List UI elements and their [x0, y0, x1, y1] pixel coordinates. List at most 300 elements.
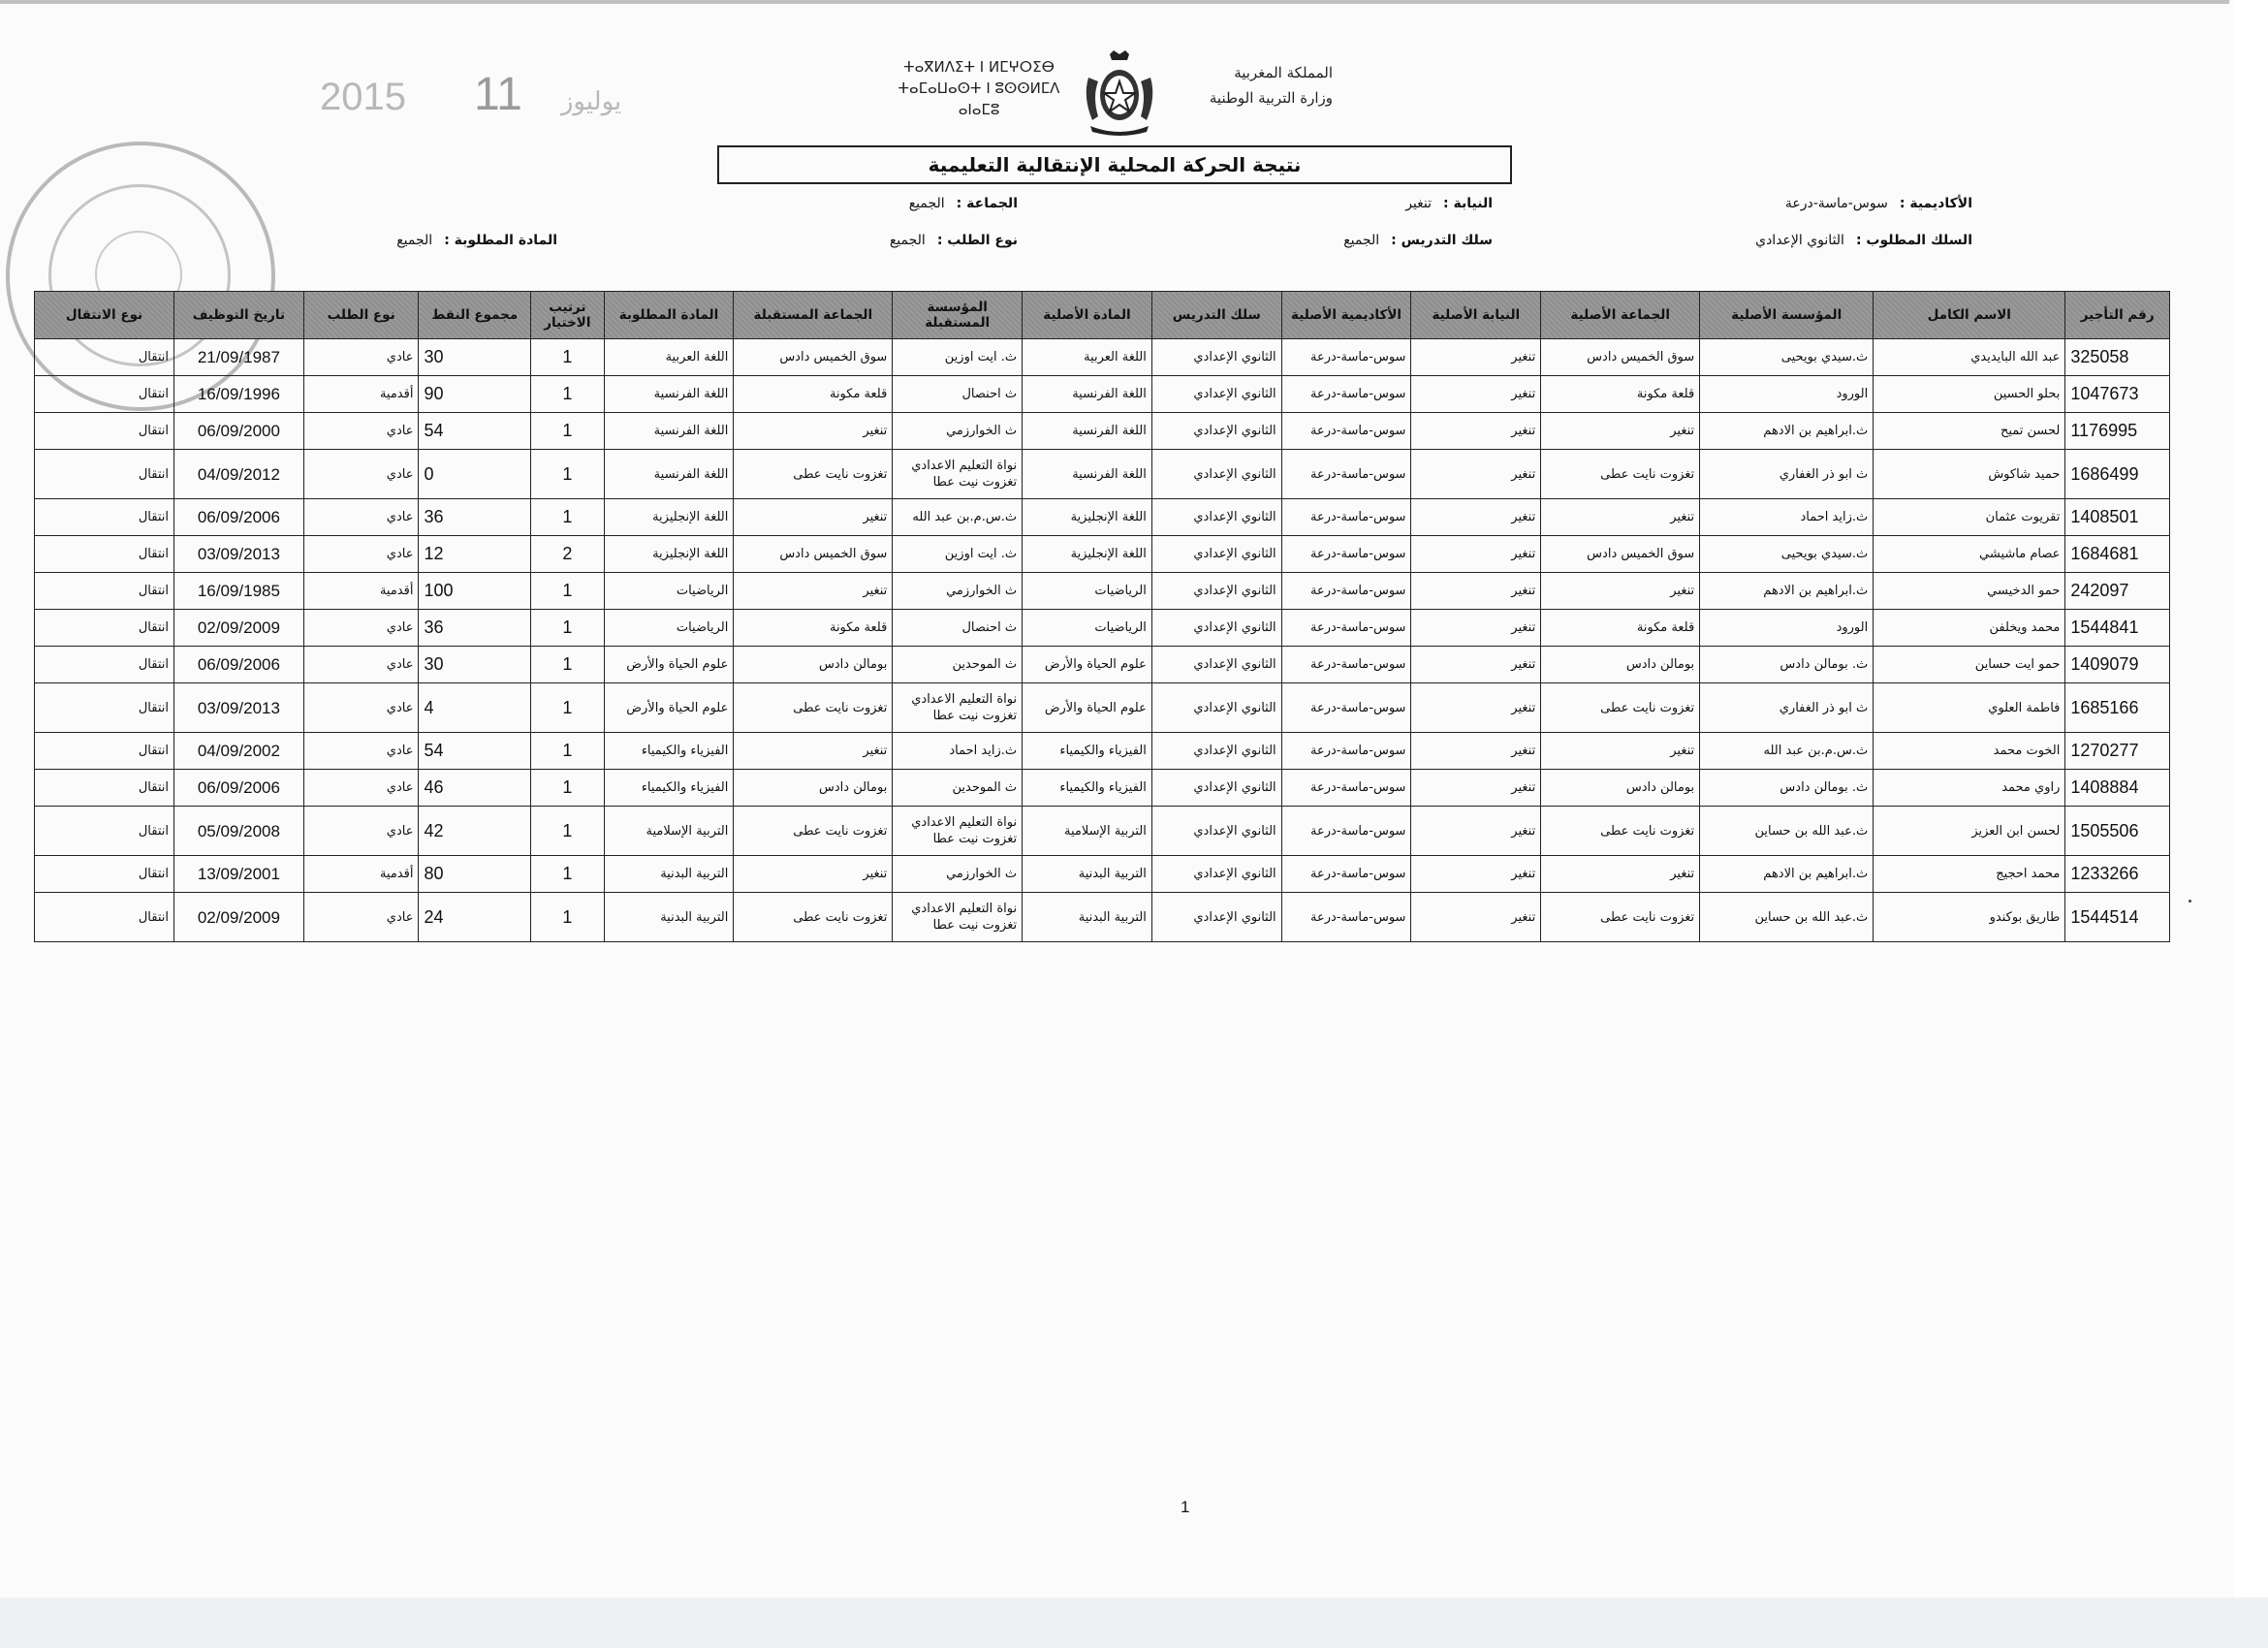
cell-salary-number: 242097: [2065, 573, 2170, 610]
cell-request-type: عادي: [303, 450, 419, 499]
cell-origin-academy: سوس-ماسة-درعة: [1281, 683, 1411, 733]
header-hire-date: تاريخ التوظيف: [174, 292, 304, 339]
cell-origin-school: ث.عبد الله بن حساين: [1700, 807, 1874, 856]
cell-receiving-school: ث الموحدين: [893, 647, 1023, 683]
cell-teaching-cycle: الثانوي الإعدادي: [1151, 856, 1281, 893]
cell-hire-date: 21/09/1987: [174, 339, 304, 376]
cell-origin-academy: سوس-ماسة-درعة: [1281, 856, 1411, 893]
cell-salary-number: 1544841: [2065, 610, 2170, 647]
header-total-points: مجموع النقط: [419, 292, 531, 339]
filter-subject-label: المادة المطلوبة :: [444, 233, 557, 248]
cell-origin-subject: الفيزياء والكيمياء: [1023, 733, 1152, 770]
cell-origin-commune: تغزوت نايت عطى: [1541, 450, 1700, 499]
tifinagh-line-2: ⵜⴰⵎⴰⵡⴰⵙⵜ ⵏ ⵓⵙⵙⵍⵎⴷ: [898, 79, 1060, 97]
cell-origin-province: تنغير: [1411, 647, 1541, 683]
cell-salary-number: 1176995: [2065, 413, 2170, 450]
cell-origin-subject: اللغة العربية: [1023, 339, 1152, 376]
cell-full-name: تقريوت عثمان: [1874, 499, 2065, 536]
cell-request-type: عادي: [303, 413, 419, 450]
cell-origin-province: تنغير: [1411, 450, 1541, 499]
cell-transfer-type: انتقال: [35, 856, 174, 893]
cell-request-type: عادي: [303, 536, 419, 573]
cell-choice-rank: 1: [531, 893, 604, 942]
cell-total-points: 80: [419, 856, 531, 893]
document-title: [717, 145, 1512, 184]
cell-origin-academy: سوس-ماسة-درعة: [1281, 413, 1411, 450]
header-transfer-type: نوع الانتقال: [35, 292, 174, 339]
cell-hire-date: 16/09/1996: [174, 376, 304, 413]
cell-origin-subject: علوم الحياة والأرض: [1023, 647, 1152, 683]
cell-receiving-commune: بومالن دادس: [734, 770, 893, 807]
results-table: [34, 291, 2170, 942]
cell-choice-rank: 1: [531, 573, 604, 610]
cell-receiving-commune: تغزوت نايت عطى: [734, 893, 893, 942]
cell-salary-number: 325058: [2065, 339, 2170, 376]
cell-full-name: لحسن تميح: [1874, 413, 2065, 450]
cell-transfer-type: انتقال: [35, 450, 174, 499]
header-salary-number: رقم التأجير: [2065, 292, 2170, 339]
cell-teaching-cycle: الثانوي الإعدادي: [1151, 610, 1281, 647]
cell-full-name: بحلو الحسين: [1874, 376, 2065, 413]
cell-total-points: 54: [419, 733, 531, 770]
cell-receiving-school: ث.س.م.بن عبد الله: [893, 499, 1023, 536]
header-receiving-school: المؤسسة المستقبلة: [893, 292, 1023, 339]
filter-subject: [396, 233, 557, 248]
cell-total-points: 36: [419, 499, 531, 536]
cell-origin-school: ث.عبد الله بن حساين: [1700, 893, 1874, 942]
cell-origin-academy: سوس-ماسة-درعة: [1281, 536, 1411, 573]
cell-total-points: 30: [419, 647, 531, 683]
filter-teaching-cycle: [1343, 233, 1493, 248]
cell-origin-commune: قلعة مكونة: [1541, 610, 1700, 647]
cell-origin-commune: تغزوت نايت عطى: [1541, 807, 1700, 856]
filter-commune: [909, 196, 1018, 211]
cell-origin-province: تنغير: [1411, 770, 1541, 807]
cell-transfer-type: انتقال: [35, 536, 174, 573]
cell-teaching-cycle: الثانوي الإعدادي: [1151, 573, 1281, 610]
cell-requested-subject: علوم الحياة والأرض: [604, 683, 734, 733]
cell-teaching-cycle: الثانوي الإعدادي: [1151, 733, 1281, 770]
cell-choice-rank: 1: [531, 450, 604, 499]
cell-total-points: 12: [419, 536, 531, 573]
cell-requested-subject: اللغة الإنجليزية: [604, 536, 734, 573]
cell-teaching-cycle: الثانوي الإعدادي: [1151, 893, 1281, 942]
header-choice-rank: ترتيب الاختيار: [531, 292, 604, 339]
cell-origin-province: تنغير: [1411, 536, 1541, 573]
cell-teaching-cycle: الثانوي الإعدادي: [1151, 770, 1281, 807]
cell-transfer-type: انتقال: [35, 807, 174, 856]
cell-full-name: فاطمة العلوي: [1874, 683, 2065, 733]
cell-request-type: عادي: [303, 647, 419, 683]
cell-full-name: حمو ايت حساين: [1874, 647, 2065, 683]
cell-receiving-school: ث احنصال: [893, 376, 1023, 413]
cell-choice-rank: 2: [531, 536, 604, 573]
cell-receiving-commune: تغزوت نايت عطى: [734, 807, 893, 856]
cell-transfer-type: انتقال: [35, 499, 174, 536]
filter-province-value: تنغير: [1405, 196, 1433, 211]
cell-origin-academy: سوس-ماسة-درعة: [1281, 647, 1411, 683]
cell-receiving-school: ث الخوارزمي: [893, 413, 1023, 450]
filter-request-type-label: نوع الطلب :: [936, 233, 1018, 248]
document-title-text: نتيجة الحركة المحلية الإنتقالية التعليمية: [928, 153, 1302, 176]
cell-origin-school: ث.ابراهيم بن الادهم: [1700, 413, 1874, 450]
header-origin-school: المؤسسة الأصلية: [1700, 292, 1874, 339]
cell-origin-school: الورود: [1700, 610, 1874, 647]
cell-total-points: 46: [419, 770, 531, 807]
table-row: [35, 413, 2170, 450]
cell-total-points: 54: [419, 413, 531, 450]
cell-origin-commune: بومالن دادس: [1541, 647, 1700, 683]
cell-total-points: 0: [419, 450, 531, 499]
cell-requested-subject: اللغة الفرنسية: [604, 413, 734, 450]
cell-receiving-school: ث.زايد احماد: [893, 733, 1023, 770]
cell-total-points: 90: [419, 376, 531, 413]
cell-origin-school: ث. بومالن دادس: [1700, 770, 1874, 807]
cell-origin-province: تنغير: [1411, 733, 1541, 770]
filter-province-label: النيابة :: [1443, 196, 1493, 211]
cell-origin-commune: تنغير: [1541, 573, 1700, 610]
scan-edge-line: [0, 0, 2229, 4]
filter-teaching-cycle-label: سلك التدريس :: [1391, 233, 1493, 248]
cell-full-name: عبد الله البايديدي: [1874, 339, 2065, 376]
table-row: [35, 733, 2170, 770]
cell-origin-school: ث.زايد احماد: [1700, 499, 1874, 536]
tifinagh-line-3: ⴰⵏⴰⵎⵓ: [958, 101, 1000, 118]
cell-hire-date: 06/09/2006: [174, 647, 304, 683]
moroccan-coat-of-arms-icon: [1081, 48, 1158, 136]
cell-origin-province: تنغير: [1411, 856, 1541, 893]
cell-origin-academy: سوس-ماسة-درعة: [1281, 339, 1411, 376]
cell-salary-number: 1686499: [2065, 450, 2170, 499]
page-number: 1: [1181, 1498, 1190, 1516]
header-requested-subject: المادة المطلوبة: [604, 292, 734, 339]
cell-requested-subject: الفيزياء والكيمياء: [604, 733, 734, 770]
cell-choice-rank: 1: [531, 807, 604, 856]
cell-full-name: الخوت محمد: [1874, 733, 2065, 770]
cell-origin-school: ث ابو ذر الغفاري: [1700, 450, 1874, 499]
cell-request-type: عادي: [303, 807, 419, 856]
cell-hire-date: 06/09/2006: [174, 770, 304, 807]
cell-receiving-school: ث احنصال: [893, 610, 1023, 647]
filter-commune-value: الجميع: [908, 196, 945, 211]
header-request-type: نوع الطلب: [303, 292, 419, 339]
cell-origin-subject: الرياضيات: [1023, 610, 1152, 647]
cell-choice-rank: 1: [531, 376, 604, 413]
cell-requested-subject: الرياضيات: [604, 610, 734, 647]
filter-province: [1405, 196, 1493, 211]
cell-request-type: عادي: [303, 499, 419, 536]
cell-salary-number: 1047673: [2065, 376, 2170, 413]
cell-teaching-cycle: الثانوي الإعدادي: [1151, 499, 1281, 536]
cell-origin-commune: قلعة مكونة: [1541, 376, 1700, 413]
cell-transfer-type: انتقال: [35, 733, 174, 770]
date-stamp-year: 2015: [320, 76, 406, 118]
scan-speck: [2189, 900, 2191, 903]
cell-origin-academy: سوس-ماسة-درعة: [1281, 610, 1411, 647]
cell-receiving-school: نواة التعليم الاعدادي تغزوت نيت عطا: [893, 683, 1023, 733]
cell-hire-date: 05/09/2008: [174, 807, 304, 856]
cell-request-type: عادي: [303, 339, 419, 376]
cell-origin-commune: سوق الخميس دادس: [1541, 536, 1700, 573]
cell-total-points: 30: [419, 339, 531, 376]
cell-origin-subject: اللغة الإنجليزية: [1023, 499, 1152, 536]
kingdom-name: المملكة المغربية: [1234, 64, 1333, 81]
cell-teaching-cycle: الثانوي الإعدادي: [1151, 647, 1281, 683]
cell-origin-subject: اللغة الفرنسية: [1023, 450, 1152, 499]
cell-request-type: أقدمية: [303, 856, 419, 893]
header-full-name: الاسم الكامل: [1874, 292, 2065, 339]
cell-receiving-commune: تغزوت نايت عطى: [734, 450, 893, 499]
filter-academy-value: سوس-ماسة-درعة: [1784, 196, 1888, 211]
cell-origin-commune: تغزوت نايت عطى: [1541, 683, 1700, 733]
ministry-name: وزارة التربية الوطنية: [1209, 89, 1333, 107]
cell-receiving-commune: تنغير: [734, 573, 893, 610]
cell-origin-academy: سوس-ماسة-درعة: [1281, 893, 1411, 942]
cell-total-points: 100: [419, 573, 531, 610]
cell-receiving-school: ث الموحدين: [893, 770, 1023, 807]
filter-commune-label: الجماعة :: [956, 196, 1018, 211]
cell-salary-number: 1408501: [2065, 499, 2170, 536]
header-teaching-cycle: سلك التدريس: [1151, 292, 1281, 339]
cell-total-points: 24: [419, 893, 531, 942]
cell-origin-academy: سوس-ماسة-درعة: [1281, 770, 1411, 807]
date-stamp-month: يوليوز: [560, 86, 622, 115]
cell-transfer-type: انتقال: [35, 647, 174, 683]
cell-origin-academy: سوس-ماسة-درعة: [1281, 807, 1411, 856]
header-origin-commune: الجماعة الأصلية: [1541, 292, 1700, 339]
filter-academy-label: الأكاديمية :: [1899, 196, 1972, 211]
cell-origin-school: ث.ابراهيم بن الادهم: [1700, 856, 1874, 893]
cell-teaching-cycle: الثانوي الإعدادي: [1151, 536, 1281, 573]
cell-teaching-cycle: الثانوي الإعدادي: [1151, 807, 1281, 856]
cell-full-name: عصام ماشيشي: [1874, 536, 2065, 573]
cell-receiving-school: نواة التعليم الاعدادي تغزوت نيت عطا: [893, 807, 1023, 856]
filter-request-type: [890, 233, 1018, 248]
cell-choice-rank: 1: [531, 733, 604, 770]
cell-hire-date: 16/09/1985: [174, 573, 304, 610]
header-origin-subject: المادة الأصلية: [1023, 292, 1152, 339]
table-row: [35, 536, 2170, 573]
cell-origin-province: تنغير: [1411, 573, 1541, 610]
cell-receiving-commune: تنغير: [734, 499, 893, 536]
cell-requested-subject: الفيزياء والكيمياء: [604, 770, 734, 807]
cell-origin-subject: اللغة الإنجليزية: [1023, 536, 1152, 573]
cell-receiving-commune: تغزوت نايت عطى: [734, 683, 893, 733]
cell-receiving-commune: بومالن دادس: [734, 647, 893, 683]
cell-requested-subject: اللغة الإنجليزية: [604, 499, 734, 536]
cell-transfer-type: انتقال: [35, 413, 174, 450]
table-row: [35, 339, 2170, 376]
cell-origin-academy: سوس-ماسة-درعة: [1281, 450, 1411, 499]
cell-choice-rank: 1: [531, 499, 604, 536]
cell-origin-school: ث. بومالن دادس: [1700, 647, 1874, 683]
cell-full-name: حميد شاكوش: [1874, 450, 2065, 499]
table-row: [35, 376, 2170, 413]
cell-origin-academy: سوس-ماسة-درعة: [1281, 499, 1411, 536]
cell-full-name: طاريق بوكندو: [1874, 893, 2065, 942]
cell-origin-commune: تغزوت نايت عطى: [1541, 893, 1700, 942]
cell-hire-date: 04/09/2002: [174, 733, 304, 770]
scan-margin: [0, 1598, 2268, 1648]
cell-origin-province: تنغير: [1411, 893, 1541, 942]
filter-subject-value: الجميع: [396, 233, 433, 248]
cell-teaching-cycle: الثانوي الإعدادي: [1151, 376, 1281, 413]
cell-origin-school: ث ابو ذر الغفاري: [1700, 683, 1874, 733]
cell-requested-subject: اللغة الفرنسية: [604, 376, 734, 413]
cell-salary-number: 1505506: [2065, 807, 2170, 856]
cell-origin-school: ث.سيدي بويحيى: [1700, 339, 1874, 376]
cell-transfer-type: انتقال: [35, 770, 174, 807]
cell-origin-school: ث.س.م.بن عبد الله: [1700, 733, 1874, 770]
table-row: [35, 770, 2170, 807]
cell-choice-rank: 1: [531, 413, 604, 450]
cell-salary-number: 1408884: [2065, 770, 2170, 807]
cell-origin-province: تنغير: [1411, 499, 1541, 536]
header-origin-province: النيابة الأصلية: [1411, 292, 1541, 339]
cell-transfer-type: انتقال: [35, 683, 174, 733]
cell-choice-rank: 1: [531, 683, 604, 733]
cell-origin-subject: الفيزياء والكيمياء: [1023, 770, 1152, 807]
cell-teaching-cycle: الثانوي الإعدادي: [1151, 450, 1281, 499]
table-header-row: [35, 292, 2170, 339]
cell-choice-rank: 1: [531, 770, 604, 807]
results-table-body: [35, 339, 2170, 942]
cell-hire-date: 06/09/2006: [174, 499, 304, 536]
date-stamp-day: 11: [473, 69, 522, 120]
cell-requested-subject: التربية البدنية: [604, 893, 734, 942]
cell-requested-subject: التربية الإسلامية: [604, 807, 734, 856]
cell-salary-number: 1233266: [2065, 856, 2170, 893]
cell-receiving-commune: تنغير: [734, 733, 893, 770]
table-row: [35, 450, 2170, 499]
cell-origin-province: تنغير: [1411, 807, 1541, 856]
cell-hire-date: 03/09/2013: [174, 683, 304, 733]
cell-teaching-cycle: الثانوي الإعدادي: [1151, 413, 1281, 450]
table-row: [35, 647, 2170, 683]
cell-receiving-commune: تنغير: [734, 856, 893, 893]
cell-origin-school: الورود: [1700, 376, 1874, 413]
cell-transfer-type: انتقال: [35, 573, 174, 610]
cell-request-type: أقدمية: [303, 573, 419, 610]
filter-cycle-label: السلك المطلوب :: [1855, 233, 1972, 248]
table-row: [35, 807, 2170, 856]
table-row: [35, 573, 2170, 610]
cell-origin-commune: تنغير: [1541, 413, 1700, 450]
date-stamp: [320, 68, 621, 121]
filter-cycle: [1755, 233, 1972, 248]
cell-choice-rank: 1: [531, 610, 604, 647]
cell-salary-number: 1684681: [2065, 536, 2170, 573]
cell-hire-date: 03/09/2013: [174, 536, 304, 573]
filter-teaching-cycle-value: الجميع: [1343, 233, 1380, 248]
cell-origin-commune: تنغير: [1541, 856, 1700, 893]
cell-origin-academy: سوس-ماسة-درعة: [1281, 376, 1411, 413]
cell-requested-subject: علوم الحياة والأرض: [604, 647, 734, 683]
cell-salary-number: 1270277: [2065, 733, 2170, 770]
cell-full-name: محمد ويخلفن: [1874, 610, 2065, 647]
cell-origin-school: ث.ابراهيم بن الادهم: [1700, 573, 1874, 610]
cell-origin-subject: التربية البدنية: [1023, 856, 1152, 893]
cell-total-points: 42: [419, 807, 531, 856]
cell-salary-number: 1685166: [2065, 683, 2170, 733]
cell-total-points: 36: [419, 610, 531, 647]
tifinagh-line-1: ⵜⴰⴳⵍⴷⵉⵜ ⵏ ⵍⵎⵖⵔⵉⴱ: [903, 58, 1055, 76]
cell-hire-date: 02/09/2009: [174, 610, 304, 647]
cell-full-name: حمو الدخيسي: [1874, 573, 2065, 610]
cell-request-type: عادي: [303, 683, 419, 733]
cell-origin-subject: التربية الإسلامية: [1023, 807, 1152, 856]
cell-receiving-school: نواة التعليم الاعدادي تغزوت نيت عطا: [893, 893, 1023, 942]
cell-origin-academy: سوس-ماسة-درعة: [1281, 733, 1411, 770]
cell-origin-province: تنغير: [1411, 413, 1541, 450]
letterhead-tifinagh: [897, 56, 1061, 120]
cell-full-name: لحسن ابن العزيز: [1874, 807, 2065, 856]
letterhead-ministry: [1178, 60, 1333, 111]
cell-request-type: أقدمية: [303, 376, 419, 413]
cell-hire-date: 02/09/2009: [174, 893, 304, 942]
cell-salary-number: 1409079: [2065, 647, 2170, 683]
cell-origin-commune: تنغير: [1541, 499, 1700, 536]
table-row: [35, 683, 2170, 733]
cell-transfer-type: انتقال: [35, 339, 174, 376]
filter-request-type-value: الجميع: [889, 233, 926, 248]
cell-total-points: 4: [419, 683, 531, 733]
cell-request-type: عادي: [303, 770, 419, 807]
table-row: [35, 893, 2170, 942]
cell-transfer-type: انتقال: [35, 376, 174, 413]
cell-origin-subject: التربية البدنية: [1023, 893, 1152, 942]
cell-transfer-type: انتقال: [35, 893, 174, 942]
cell-receiving-school: ث. ايت اوزين: [893, 536, 1023, 573]
cell-receiving-commune: قلعة مكونة: [734, 376, 893, 413]
cell-hire-date: 04/09/2012: [174, 450, 304, 499]
cell-requested-subject: اللغة العربية: [604, 339, 734, 376]
cell-teaching-cycle: الثانوي الإعدادي: [1151, 683, 1281, 733]
cell-salary-number: 1544514: [2065, 893, 2170, 942]
cell-origin-province: تنغير: [1411, 683, 1541, 733]
cell-receiving-commune: سوق الخميس دادس: [734, 339, 893, 376]
cell-request-type: عادي: [303, 610, 419, 647]
cell-requested-subject: اللغة الفرنسية: [604, 450, 734, 499]
cell-choice-rank: 1: [531, 856, 604, 893]
cell-full-name: راوي محمد: [1874, 770, 2065, 807]
cell-transfer-type: انتقال: [35, 610, 174, 647]
cell-origin-subject: علوم الحياة والأرض: [1023, 683, 1152, 733]
cell-receiving-commune: قلعة مكونة: [734, 610, 893, 647]
cell-hire-date: 13/09/2001: [174, 856, 304, 893]
cell-choice-rank: 1: [531, 647, 604, 683]
cell-receiving-school: ث. ايت اوزين: [893, 339, 1023, 376]
header-receiving-commune: الجماعة المستقبلة: [734, 292, 893, 339]
cell-choice-rank: 1: [531, 339, 604, 376]
cell-request-type: عادي: [303, 733, 419, 770]
cell-receiving-school: ث الخوارزمي: [893, 856, 1023, 893]
cell-receiving-commune: سوق الخميس دادس: [734, 536, 893, 573]
filter-academy: [1785, 196, 1972, 211]
cell-origin-commune: بومالن دادس: [1541, 770, 1700, 807]
cell-origin-commune: سوق الخميس دادس: [1541, 339, 1700, 376]
cell-requested-subject: التربية البدنية: [604, 856, 734, 893]
cell-full-name: محمد احجيج: [1874, 856, 2065, 893]
table-row: [35, 610, 2170, 647]
cell-request-type: عادي: [303, 893, 419, 942]
cell-origin-province: تنغير: [1411, 339, 1541, 376]
cell-origin-commune: تنغير: [1541, 733, 1700, 770]
cell-origin-academy: سوس-ماسة-درعة: [1281, 573, 1411, 610]
table-row: [35, 499, 2170, 536]
cell-receiving-school: نواة التعليم الاعدادي تغزوت نيت عطا: [893, 450, 1023, 499]
cell-origin-province: تنغير: [1411, 376, 1541, 413]
